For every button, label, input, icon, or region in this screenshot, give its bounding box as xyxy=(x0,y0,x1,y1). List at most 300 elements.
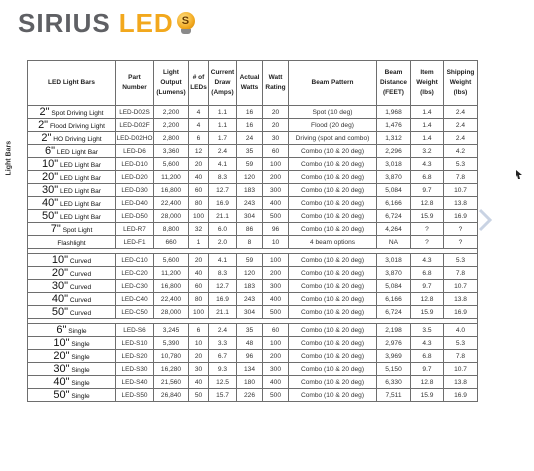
led-count-cell: 4 xyxy=(189,106,209,119)
actual-watts-cell: 48 xyxy=(237,337,263,350)
product-name-cell xyxy=(28,158,116,171)
led-count-cell: 4 xyxy=(189,119,209,132)
product-size: 6" xyxy=(56,324,67,336)
actual-watts-cell: 120 xyxy=(237,267,263,280)
part-number-cell: LED-C40 xyxy=(116,293,154,306)
column-header: LED Light Bars xyxy=(28,61,116,106)
product-name-cell xyxy=(28,171,116,184)
watt-rating-cell: 200 xyxy=(263,350,289,363)
table-row xyxy=(28,306,478,319)
lumens-cell: 22,400 xyxy=(154,293,189,306)
watt-rating-cell: 400 xyxy=(263,376,289,389)
product-description: LED Light Bar xyxy=(56,149,98,156)
amps-cell: 21.1 xyxy=(209,306,237,319)
lumens-cell: 16,800 xyxy=(154,280,189,293)
table-row xyxy=(28,293,478,306)
table-row xyxy=(28,389,478,402)
product-size: 2" xyxy=(41,132,52,144)
logo-bulb-letter: S xyxy=(181,15,190,27)
column-header: Watt Rating xyxy=(263,61,289,106)
amps-cell: 16.9 xyxy=(209,197,237,210)
beam-distance-cell: 3,969 xyxy=(377,350,411,363)
column-header: Shipping Weight (lbs) xyxy=(444,61,478,106)
table-row xyxy=(28,223,478,236)
product-size: 7" xyxy=(50,223,61,235)
actual-watts-cell: 183 xyxy=(237,280,263,293)
beam-distance-cell: 5,084 xyxy=(377,280,411,293)
watt-rating-cell: 500 xyxy=(263,306,289,319)
item-weight-cell: 9.7 xyxy=(411,363,444,376)
lumens-cell: 11,200 xyxy=(154,171,189,184)
shipping-weight-cell: 10.7 xyxy=(444,184,478,197)
lumens-cell: 28,000 xyxy=(154,306,189,319)
amps-cell: 4.1 xyxy=(209,158,237,171)
shipping-weight-cell: 16.9 xyxy=(444,306,478,319)
amps-cell: 12.5 xyxy=(209,376,237,389)
actual-watts-cell: 243 xyxy=(237,197,263,210)
item-weight-cell: 3.2 xyxy=(411,145,444,158)
shipping-weight-cell: 16.9 xyxy=(444,389,478,402)
item-weight-cell: 15.9 xyxy=(411,389,444,402)
part-number-cell: LED-D02HO xyxy=(116,132,154,145)
item-weight-cell: 9.7 xyxy=(411,184,444,197)
watt-rating-cell: 300 xyxy=(263,184,289,197)
shipping-weight-cell: 2.4 xyxy=(444,119,478,132)
part-number-cell: LED-S6 xyxy=(116,324,154,337)
beam-distance-cell: 2,198 xyxy=(377,324,411,337)
actual-watts-cell: 243 xyxy=(237,293,263,306)
amps-cell: 1.1 xyxy=(209,106,237,119)
table-row xyxy=(28,197,478,210)
product-description: Single xyxy=(71,380,90,387)
watt-rating-cell: 100 xyxy=(263,337,289,350)
product-name-cell xyxy=(28,280,116,293)
led-count-cell: 40 xyxy=(189,267,209,280)
beam-pattern-cell: 4 beam options xyxy=(289,236,377,249)
amps-cell: 1.1 xyxy=(209,119,237,132)
lumens-cell: 660 xyxy=(154,236,189,249)
beam-pattern-cell: Combo (10 & 20 deg) xyxy=(289,197,377,210)
column-header: Beam Pattern xyxy=(289,61,377,106)
beam-distance-cell: 1,312 xyxy=(377,132,411,145)
lumens-cell: 5,600 xyxy=(154,158,189,171)
item-weight-cell: 1.4 xyxy=(411,106,444,119)
product-name-cell xyxy=(28,119,116,132)
table-row xyxy=(28,324,478,337)
watt-rating-cell: 200 xyxy=(263,267,289,280)
actual-watts-cell: 35 xyxy=(237,324,263,337)
product-size: 20" xyxy=(51,267,69,279)
item-weight-cell: 15.9 xyxy=(411,306,444,319)
shipping-weight-cell: ? xyxy=(444,236,478,249)
table-row xyxy=(28,106,478,119)
part-number-cell: LED-D20 xyxy=(116,171,154,184)
amps-cell: 15.7 xyxy=(209,389,237,402)
item-weight-cell: 12.8 xyxy=(411,197,444,210)
column-header: Beam Distance (FEET) xyxy=(377,61,411,106)
beam-distance-cell: 1,476 xyxy=(377,119,411,132)
led-count-cell: 80 xyxy=(189,293,209,306)
amps-cell: 3.3 xyxy=(209,337,237,350)
sirius-led-logo xyxy=(18,8,195,38)
actual-watts-cell: 8 xyxy=(237,236,263,249)
lumens-cell: 10,780 xyxy=(154,350,189,363)
beam-pattern-cell: Combo (10 & 20 deg) xyxy=(289,184,377,197)
product-description: Curved xyxy=(69,284,92,291)
lumens-cell: 16,800 xyxy=(154,184,189,197)
beam-pattern-cell: Combo (10 & 20 deg) xyxy=(289,171,377,184)
beam-distance-cell: 6,166 xyxy=(377,293,411,306)
actual-watts-cell: 304 xyxy=(237,210,263,223)
product-description: LED Light Bar xyxy=(59,214,102,221)
shipping-weight-cell: 7.8 xyxy=(444,171,478,184)
product-size: 20" xyxy=(41,171,59,183)
table-row xyxy=(28,171,478,184)
part-number-cell: LED-C20 xyxy=(116,267,154,280)
watt-rating-cell: 100 xyxy=(263,158,289,171)
part-number-cell: LED-R7 xyxy=(116,223,154,236)
product-name-cell xyxy=(28,210,116,223)
logo-sirius-text: SIRIUS xyxy=(18,7,111,38)
led-count-cell: 6 xyxy=(189,324,209,337)
led-count-cell: 60 xyxy=(189,280,209,293)
actual-watts-cell: 86 xyxy=(237,223,263,236)
table-row xyxy=(28,267,478,280)
amps-cell: 21.1 xyxy=(209,210,237,223)
product-size: 6" xyxy=(45,145,56,157)
beam-pattern-cell: Combo (10 & 20 deg) xyxy=(289,350,377,363)
led-count-cell: 80 xyxy=(189,197,209,210)
product-name-cell xyxy=(28,376,116,389)
beam-distance-cell: 2,976 xyxy=(377,337,411,350)
spec-table xyxy=(27,60,478,402)
amps-cell: 9.3 xyxy=(209,363,237,376)
watt-rating-cell: 100 xyxy=(263,254,289,267)
shipping-weight-cell: 4.0 xyxy=(444,324,478,337)
product-description: Single xyxy=(71,354,90,361)
lumens-cell: 11,200 xyxy=(154,267,189,280)
product-name-cell xyxy=(28,254,116,267)
column-header: Actual Watts xyxy=(237,61,263,106)
led-count-cell: 12 xyxy=(189,145,209,158)
beam-distance-cell: 3,870 xyxy=(377,267,411,280)
part-number-cell: LED-D6 xyxy=(116,145,154,158)
led-count-cell: 40 xyxy=(189,171,209,184)
beam-pattern-cell: Flood (20 deg) xyxy=(289,119,377,132)
led-count-cell: 1 xyxy=(189,236,209,249)
table-row xyxy=(28,363,478,376)
part-number-cell: LED-S20 xyxy=(116,350,154,363)
amps-cell: 2.4 xyxy=(209,324,237,337)
shipping-weight-cell: 7.8 xyxy=(444,350,478,363)
product-name-cell xyxy=(28,145,116,158)
product-size: 30" xyxy=(51,280,69,292)
amps-cell: 2.4 xyxy=(209,145,237,158)
item-weight-cell: 1.4 xyxy=(411,119,444,132)
beam-distance-cell: 6,330 xyxy=(377,376,411,389)
shipping-weight-cell: 10.7 xyxy=(444,363,478,376)
beam-distance-cell: 7,511 xyxy=(377,389,411,402)
amps-cell: 2.0 xyxy=(209,236,237,249)
beam-distance-cell: NA xyxy=(377,236,411,249)
part-number-cell: LED-C10 xyxy=(116,254,154,267)
product-description: Single xyxy=(71,367,90,374)
led-count-cell: 60 xyxy=(189,184,209,197)
actual-watts-cell: 120 xyxy=(237,171,263,184)
beam-distance-cell: 6,724 xyxy=(377,210,411,223)
header-row xyxy=(28,61,478,106)
product-size: 30" xyxy=(53,363,70,375)
shipping-weight-cell: 2.4 xyxy=(444,106,478,119)
actual-watts-cell: 24 xyxy=(237,132,263,145)
watt-rating-cell: 20 xyxy=(263,106,289,119)
product-size: 50" xyxy=(53,389,70,401)
shipping-weight-cell: 13.8 xyxy=(444,376,478,389)
product-description: LED Light Bar xyxy=(59,162,102,169)
watt-rating-cell: 500 xyxy=(263,210,289,223)
amps-cell: 8.3 xyxy=(209,267,237,280)
part-number-cell: LED-D30 xyxy=(116,184,154,197)
beam-distance-cell: 3,018 xyxy=(377,158,411,171)
product-name-cell xyxy=(28,132,116,145)
column-header: Item Weight (lbs) xyxy=(411,61,444,106)
watt-rating-cell: 30 xyxy=(263,132,289,145)
table-row xyxy=(28,158,478,171)
product-description: LED Light Bar xyxy=(59,201,102,208)
column-header: # of LEDs xyxy=(189,61,209,106)
item-weight-cell: ? xyxy=(411,223,444,236)
product-description: Flashlight xyxy=(57,240,86,247)
lumens-cell: 3,360 xyxy=(154,145,189,158)
lumens-cell: 2,800 xyxy=(154,132,189,145)
part-number-cell: LED-D40 xyxy=(116,197,154,210)
actual-watts-cell: 134 xyxy=(237,363,263,376)
item-weight-cell: 15.9 xyxy=(411,210,444,223)
shipping-weight-cell: 5.3 xyxy=(444,337,478,350)
part-number-cell: LED-S50 xyxy=(116,389,154,402)
product-size: 40" xyxy=(51,293,69,305)
part-number-cell: LED-D50 xyxy=(116,210,154,223)
amps-cell: 6.7 xyxy=(209,350,237,363)
led-count-cell: 100 xyxy=(189,306,209,319)
shipping-weight-cell: 5.3 xyxy=(444,158,478,171)
column-header: Part Number xyxy=(116,61,154,106)
table-body xyxy=(28,106,478,402)
actual-watts-cell: 59 xyxy=(237,158,263,171)
item-weight-cell: 6.8 xyxy=(411,267,444,280)
product-name-cell xyxy=(28,236,116,249)
product-description: Flood Driving Light xyxy=(49,123,105,130)
beam-distance-cell: 1,968 xyxy=(377,106,411,119)
actual-watts-cell: 226 xyxy=(237,389,263,402)
product-description: Single xyxy=(68,328,87,335)
shipping-weight-cell: 16.9 xyxy=(444,210,478,223)
item-weight-cell: 3.5 xyxy=(411,324,444,337)
product-description: Curved xyxy=(69,271,92,278)
chevron-right-icon[interactable] xyxy=(478,208,492,232)
watt-rating-cell: 200 xyxy=(263,171,289,184)
actual-watts-cell: 304 xyxy=(237,306,263,319)
side-label: Light Bars xyxy=(5,140,13,176)
actual-watts-cell: 180 xyxy=(237,376,263,389)
column-header: Current Draw (Amps) xyxy=(209,61,237,106)
beam-distance-cell: 5,084 xyxy=(377,184,411,197)
lumens-cell: 8,800 xyxy=(154,223,189,236)
watt-rating-cell: 300 xyxy=(263,363,289,376)
table-row xyxy=(28,376,478,389)
beam-pattern-cell: Combo (10 & 20 deg) xyxy=(289,145,377,158)
part-number-cell: LED-C30 xyxy=(116,280,154,293)
product-name-cell xyxy=(28,197,116,210)
table-row xyxy=(28,337,478,350)
product-description: Spot Light xyxy=(62,227,93,234)
table-row xyxy=(28,184,478,197)
logo-led-text: LED xyxy=(118,7,174,38)
product-size: 10" xyxy=(51,254,69,266)
product-size: 2" xyxy=(39,106,50,118)
part-number-cell: LED-C50 xyxy=(116,306,154,319)
beam-distance-cell: 6,166 xyxy=(377,197,411,210)
product-name-cell xyxy=(28,184,116,197)
beam-pattern-cell: Combo (10 & 20 deg) xyxy=(289,210,377,223)
item-weight-cell: 12.8 xyxy=(411,376,444,389)
product-size: 2" xyxy=(38,119,49,131)
table-row xyxy=(28,280,478,293)
shipping-weight-cell: 5.3 xyxy=(444,254,478,267)
beam-pattern-cell: Driving (spot and combo) xyxy=(289,132,377,145)
product-name-cell xyxy=(28,337,116,350)
watt-rating-cell: 96 xyxy=(263,223,289,236)
actual-watts-cell: 16 xyxy=(237,119,263,132)
beam-pattern-cell: Spot (10 deg) xyxy=(289,106,377,119)
actual-watts-cell: 16 xyxy=(237,106,263,119)
item-weight-cell: 12.8 xyxy=(411,293,444,306)
amps-cell: 8.3 xyxy=(209,171,237,184)
shipping-weight-cell: 4.2 xyxy=(444,145,478,158)
led-count-cell: 20 xyxy=(189,254,209,267)
shipping-weight-cell: ? xyxy=(444,223,478,236)
lumens-cell: 22,400 xyxy=(154,197,189,210)
lumens-cell: 2,200 xyxy=(154,119,189,132)
beam-distance-cell: 6,724 xyxy=(377,306,411,319)
item-weight-cell: 4.3 xyxy=(411,158,444,171)
product-description: Curved xyxy=(69,258,92,265)
part-number-cell: LED-S40 xyxy=(116,376,154,389)
part-number-cell: LED-D02S xyxy=(116,106,154,119)
table-row xyxy=(28,254,478,267)
product-description: Spot Driving Light xyxy=(51,110,104,117)
actual-watts-cell: 96 xyxy=(237,350,263,363)
watt-rating-cell: 400 xyxy=(263,197,289,210)
shipping-weight-cell: 7.8 xyxy=(444,267,478,280)
beam-distance-cell: 4,264 xyxy=(377,223,411,236)
beam-pattern-cell: Combo (10 & 20 deg) xyxy=(289,324,377,337)
amps-cell: 12.7 xyxy=(209,184,237,197)
led-count-cell: 40 xyxy=(189,376,209,389)
product-name-cell xyxy=(28,106,116,119)
beam-pattern-cell: Combo (10 & 20 deg) xyxy=(289,280,377,293)
led-count-cell: 10 xyxy=(189,337,209,350)
lumens-cell: 28,000 xyxy=(154,210,189,223)
product-size: 40" xyxy=(53,376,70,388)
amps-cell: 16.9 xyxy=(209,293,237,306)
product-name-cell xyxy=(28,293,116,306)
product-size: 50" xyxy=(41,210,59,222)
lumens-cell: 2,200 xyxy=(154,106,189,119)
watt-rating-cell: 10 xyxy=(263,236,289,249)
part-number-cell: LED-F1 xyxy=(116,236,154,249)
amps-cell: 4.1 xyxy=(209,254,237,267)
product-name-cell xyxy=(28,389,116,402)
beam-pattern-cell: Combo (10 & 20 deg) xyxy=(289,306,377,319)
product-name-cell xyxy=(28,324,116,337)
product-size: 10" xyxy=(41,158,59,170)
led-count-cell: 20 xyxy=(189,158,209,171)
beam-pattern-cell: Combo (10 & 20 deg) xyxy=(289,363,377,376)
part-number-cell: LED-D10 xyxy=(116,158,154,171)
mouse-cursor-icon xyxy=(516,170,522,179)
table-row xyxy=(28,119,478,132)
product-name-cell xyxy=(28,267,116,280)
product-name-cell xyxy=(28,306,116,319)
item-weight-cell: 4.3 xyxy=(411,337,444,350)
product-description: Single xyxy=(71,341,90,348)
product-description: LED Light Bar xyxy=(59,188,102,195)
lumens-cell: 5,390 xyxy=(154,337,189,350)
lumens-cell: 3,245 xyxy=(154,324,189,337)
watt-rating-cell: 20 xyxy=(263,119,289,132)
product-description: HO Driving Light xyxy=(53,136,102,143)
led-count-cell: 20 xyxy=(189,350,209,363)
product-description: Single xyxy=(71,393,90,400)
lumens-cell: 21,560 xyxy=(154,376,189,389)
beam-pattern-cell: Combo (10 & 20 deg) xyxy=(289,337,377,350)
part-number-cell: LED-S10 xyxy=(116,337,154,350)
product-size: 20" xyxy=(53,350,70,362)
actual-watts-cell: 35 xyxy=(237,145,263,158)
watt-rating-cell: 60 xyxy=(263,145,289,158)
beam-pattern-cell: Combo (10 & 20 deg) xyxy=(289,293,377,306)
product-description: Curved xyxy=(69,310,92,317)
item-weight-cell: 9.7 xyxy=(411,280,444,293)
table-row xyxy=(28,210,478,223)
actual-watts-cell: 59 xyxy=(237,254,263,267)
part-number-cell: LED-S30 xyxy=(116,363,154,376)
beam-pattern-cell: Combo (10 & 20 deg) xyxy=(289,254,377,267)
shipping-weight-cell: 13.8 xyxy=(444,197,478,210)
product-size: 40" xyxy=(41,197,59,209)
table-row xyxy=(28,236,478,249)
shipping-weight-cell: 13.8 xyxy=(444,293,478,306)
product-size: 10" xyxy=(53,337,70,349)
amps-cell: 6.0 xyxy=(209,223,237,236)
beam-pattern-cell: Combo (10 & 20 deg) xyxy=(289,389,377,402)
shipping-weight-cell: 10.7 xyxy=(444,280,478,293)
product-description: Curved xyxy=(69,297,92,304)
product-name-cell xyxy=(28,223,116,236)
amps-cell: 12.7 xyxy=(209,280,237,293)
product-size: 30" xyxy=(41,184,59,196)
item-weight-cell: 6.8 xyxy=(411,171,444,184)
beam-pattern-cell: Combo (10 & 20 deg) xyxy=(289,267,377,280)
shipping-weight-cell: 2.4 xyxy=(444,132,478,145)
led-count-cell: 50 xyxy=(189,389,209,402)
beam-distance-cell: 3,870 xyxy=(377,171,411,184)
led-count-cell: 32 xyxy=(189,223,209,236)
product-description: LED Light Bar xyxy=(59,175,102,182)
beam-pattern-cell: Combo (10 & 20 deg) xyxy=(289,376,377,389)
beam-distance-cell: 3,018 xyxy=(377,254,411,267)
